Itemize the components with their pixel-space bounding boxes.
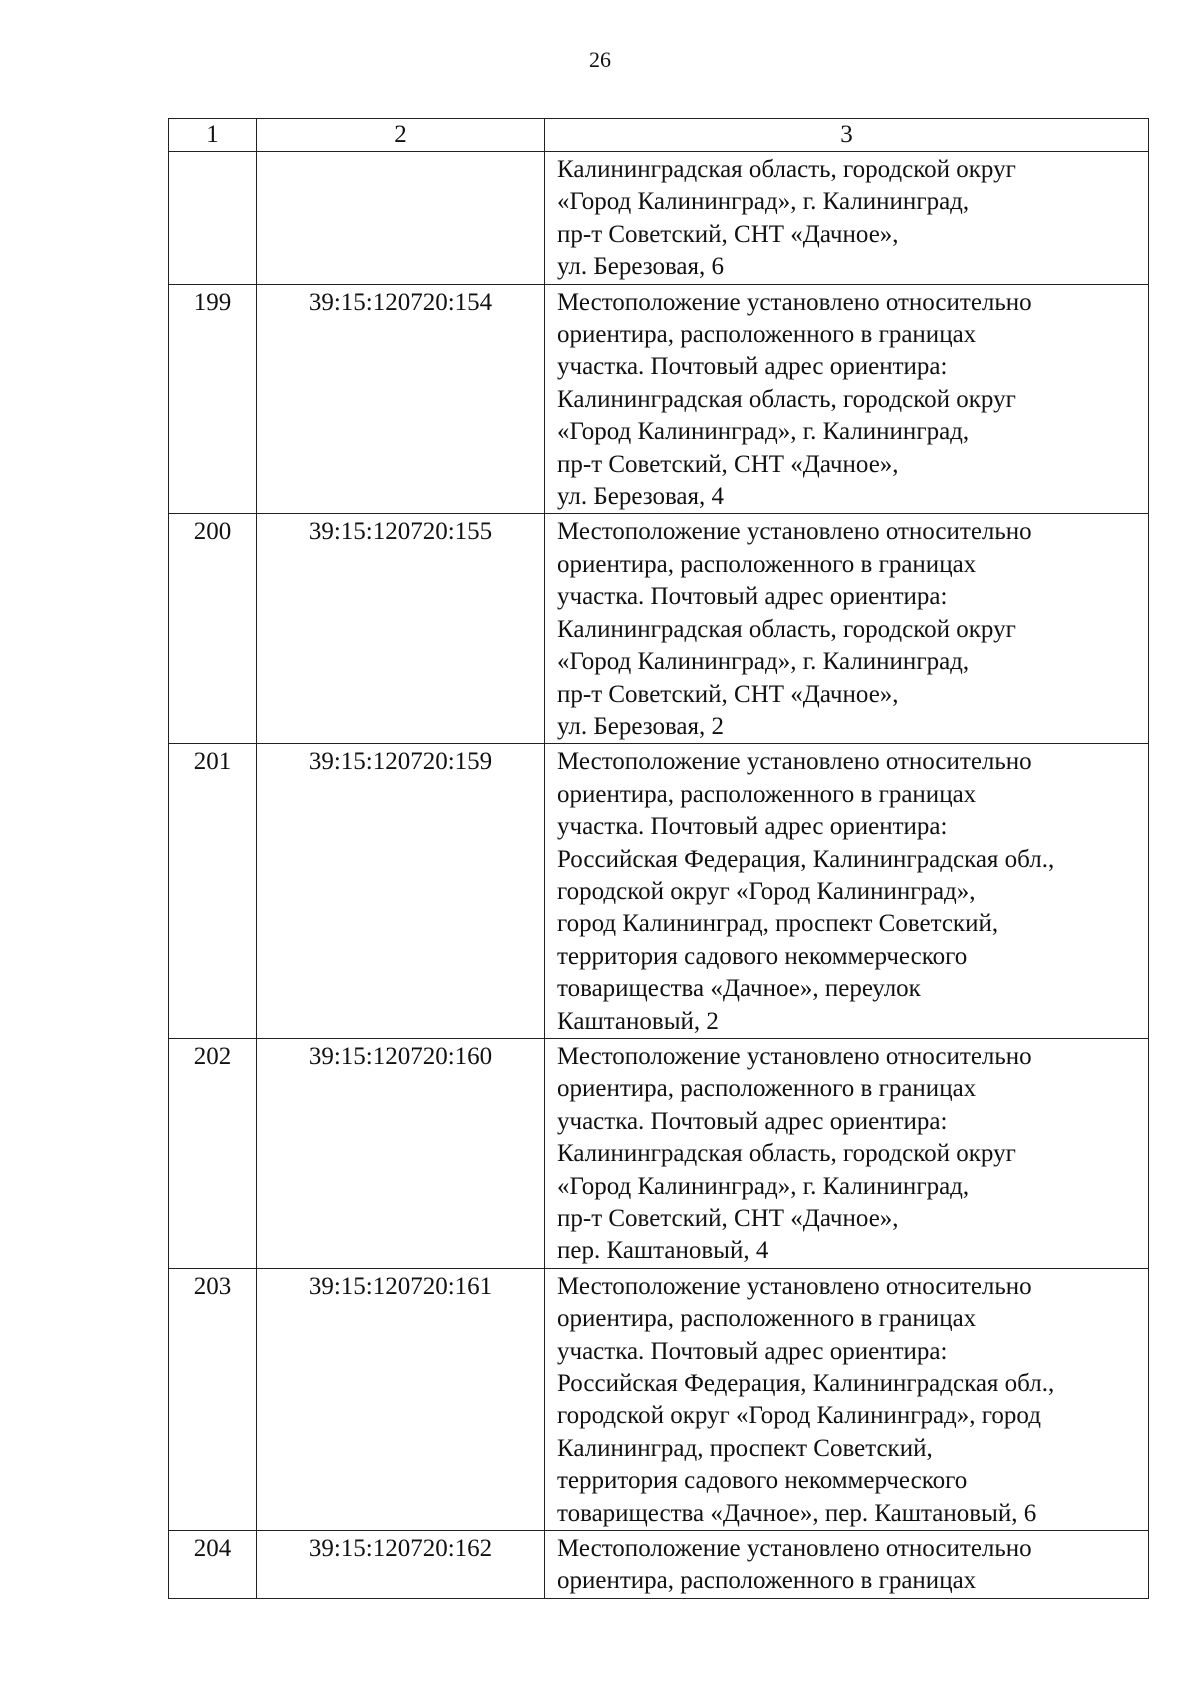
- cadastral-table: [168, 118, 1149, 1599]
- row-number-cell: 203: [169, 1268, 257, 1530]
- address-cell: [545, 1038, 1149, 1268]
- column-header-number: 1: [169, 119, 257, 152]
- address-line: Калининградская область, городской округ: [557, 385, 1016, 413]
- address-line: ориентира, расположенного в границах: [557, 780, 977, 808]
- address-line: ориентира, расположенного в границах: [557, 550, 977, 578]
- row-number-cell: 200: [169, 514, 257, 744]
- address-line: Местоположение установлено относительно: [557, 748, 1032, 776]
- address-line: пр-т Советский, СНТ «Дачное»,: [557, 450, 899, 478]
- address-line: товарищества «Дачное», переулок: [557, 975, 921, 1003]
- table-row: [169, 284, 1149, 514]
- address-cell: [545, 1268, 1149, 1530]
- address-line: ориентира, расположенного в границах: [557, 1075, 977, 1103]
- address-line: «Город Калининград», г. Калининград,: [557, 188, 970, 216]
- address-line: Местоположение установлено относительно: [557, 1272, 1032, 1300]
- address-cell: [545, 744, 1149, 1039]
- table-row: [169, 1038, 1149, 1268]
- address-cell: [545, 514, 1149, 744]
- address-line: ул. Березовая, 4: [557, 483, 725, 511]
- address-line: участка. Почтовый адрес ориентира:: [557, 1337, 948, 1365]
- row-number-cell: [169, 152, 257, 285]
- cadastral-number-cell: 39:15:120720:162: [257, 1531, 545, 1599]
- address-cell: [545, 1531, 1149, 1599]
- address-line: Местоположение установлено относительно: [557, 1042, 1032, 1070]
- address-line: территория садового некоммерческого: [557, 942, 968, 970]
- address-line: городской округ «Город Калининград», город: [557, 1402, 1041, 1430]
- address-line: городской округ «Город Калининград»,: [557, 877, 976, 905]
- cadastral-number-cell: 39:15:120720:159: [257, 744, 545, 1039]
- cadastral-number-cell: 39:15:120720:160: [257, 1038, 545, 1268]
- column-header-address: 3: [545, 119, 1149, 152]
- address-cell: [545, 152, 1149, 285]
- table-row: [169, 152, 1149, 285]
- address-line: участка. Почтовый адрес ориентира:: [557, 583, 948, 611]
- table-row: [169, 744, 1149, 1039]
- address-line: «Город Калининград», г. Калининград,: [557, 648, 970, 676]
- cadastral-number-cell: 39:15:120720:161: [257, 1268, 545, 1530]
- address-line: участка. Почтовый адрес ориентира:: [557, 353, 948, 381]
- table-row: [169, 1531, 1149, 1599]
- address-line: ориентира, расположенного в границах: [557, 321, 977, 349]
- row-number-cell: 201: [169, 744, 257, 1039]
- address-line: Местоположение установлено относительно: [557, 288, 1032, 316]
- address-line: Российская Федерация, Калининградская обл.,: [557, 1370, 1055, 1398]
- address-line: участка. Почтовый адрес ориентира:: [557, 813, 948, 841]
- address-line: участка. Почтовый адрес ориентира:: [557, 1107, 948, 1135]
- address-line: Калининград, проспект Советский,: [557, 1434, 933, 1462]
- address-line: пр-т Советский, СНТ «Дачное»,: [557, 680, 899, 708]
- table-row: [169, 1268, 1149, 1530]
- address-line: Местоположение установлено относительно: [557, 1535, 1032, 1563]
- address-line: ориентира, расположенного в границах: [557, 1567, 977, 1595]
- address-line: Калининградская область, городской округ: [557, 1140, 1016, 1168]
- address-line: ориентира, расположенного в границах: [557, 1305, 977, 1333]
- address-line: ул. Березовая, 6: [557, 253, 725, 281]
- address-line: пер. Каштановый, 4: [557, 1237, 769, 1265]
- page-number: 26: [589, 47, 611, 72]
- cadastral-number-cell: [257, 152, 545, 285]
- address-line: Российская Федерация, Калининградская обл.,: [557, 845, 1055, 873]
- address-line: «Город Калининград», г. Калининград,: [557, 418, 970, 446]
- address-line: Каштановый, 2: [557, 1007, 719, 1035]
- address-line: территория садового некоммерческого: [557, 1467, 968, 1495]
- address-line: пр-т Советский, СНТ «Дачное»,: [557, 1205, 899, 1232]
- address-line: Местоположение установлено относительно: [557, 518, 1032, 546]
- address-line: город Калининград, проспект Советский,: [557, 910, 999, 938]
- address-cell: [545, 284, 1149, 514]
- address-line: товарищества «Дачное», пер. Каштановый, 6: [557, 1499, 1037, 1527]
- row-number-cell: 204: [169, 1531, 257, 1599]
- table-body: [169, 152, 1149, 1599]
- row-number-cell: 202: [169, 1038, 257, 1268]
- address-line: ул. Березовая, 2: [557, 712, 725, 740]
- address-line: «Город Калининград», г. Калининград,: [557, 1172, 970, 1200]
- row-number-cell: 199: [169, 284, 257, 514]
- cadastral-number-cell: 39:15:120720:155: [257, 514, 545, 744]
- table-row: [169, 514, 1149, 744]
- table-header-row: [169, 119, 1149, 152]
- cadastral-number-cell: 39:15:120720:154: [257, 284, 545, 514]
- address-line: пр-т Советский, СНТ «Дачное»,: [557, 220, 899, 248]
- column-header-cadastral: 2: [257, 119, 545, 152]
- address-line: Калининградская область, городской округ: [557, 156, 1016, 183]
- address-line: Калининградская область, городской округ: [557, 615, 1016, 643]
